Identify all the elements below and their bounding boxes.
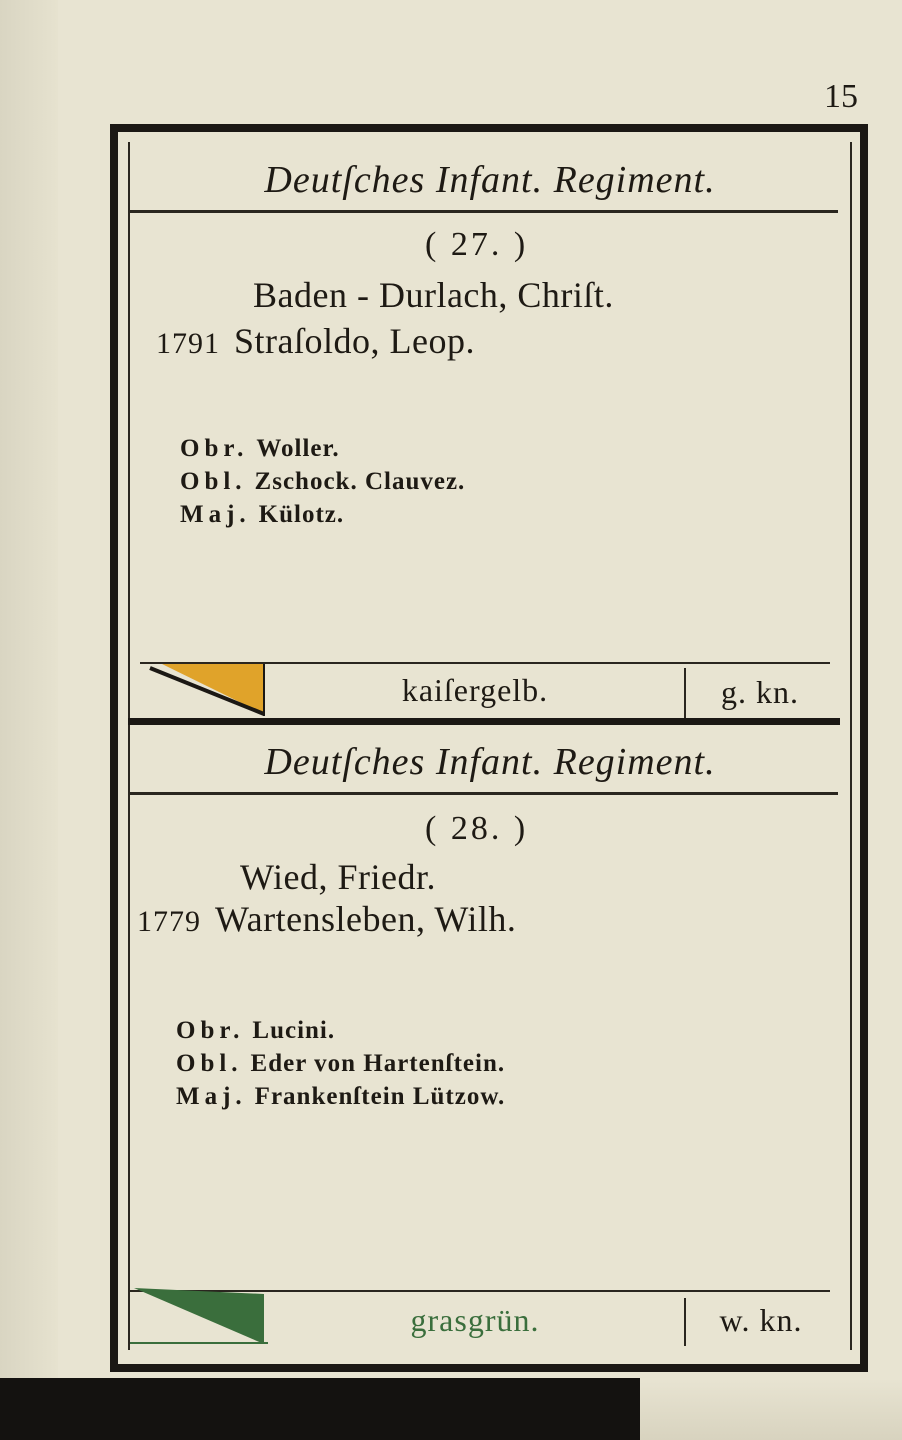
owner-name [253,274,614,316]
regiment-number: ( 28. ) [425,810,529,847]
regiment-header: Deutſches Infant. Regiment. [264,741,716,783]
facing-swatch [140,664,268,716]
officer-row [180,432,465,465]
officer-row [176,1047,505,1080]
regiment-header: Deutſches Infant. Regiment. [264,159,716,201]
page-gutter [0,0,58,1440]
section-divider [128,718,840,725]
officer-list [176,1014,505,1113]
officer-row [180,465,465,498]
facing-color-name: kaiſergelb. [401,672,549,708]
scan-edge-shadow [0,1378,640,1440]
colonel-name-text: Straſoldo, Leop. [234,321,475,361]
header-rule [128,792,838,795]
button-type: g. kn. [721,674,799,710]
column-separator [684,1298,686,1346]
rank-label: Obr. [176,1017,245,1044]
column-separator [684,668,686,718]
rank-label: Obr. [180,435,249,462]
officer-row [176,1080,505,1113]
officer-row [176,1014,505,1047]
regiment-number: ( 27. ) [425,226,529,263]
owner-name [240,856,436,898]
header-rule [128,210,838,213]
facing-swatch-fill [134,1288,264,1344]
facing-color-name: grasgrün. [410,1302,540,1338]
page-number: 15 [824,78,858,115]
swatch-underline [130,1342,268,1344]
facing-swatch [130,1286,270,1346]
appointment-year: 1779 [137,905,201,938]
rank-label: Obl. [176,1050,243,1077]
colonel-name [137,898,516,940]
rank-label: Maj. [180,501,251,528]
rank-label: Maj. [176,1083,247,1110]
officer-names: Frankenſtein Lützow. [254,1083,506,1110]
appointment-year: 1791 [156,327,220,360]
officer-names: Woller. [256,435,340,462]
rank-label: Obl. [180,468,247,495]
owner-name-text: Baden - Durlach, Chriſt. [253,275,614,315]
officer-names: Eder von Hartenſtein. [250,1050,506,1077]
colonel-name-text: Wartensleben, Wilh. [215,899,517,939]
officer-list [180,432,465,531]
officer-names: Zschock. Clauvez. [254,468,466,495]
colonel-name [156,320,475,362]
button-type: w. kn. [719,1302,803,1338]
officer-row [180,498,465,531]
officer-names: Lucini. [252,1017,336,1044]
officer-names: Külotz. [258,501,345,528]
scan-edge-fade [640,1378,902,1440]
owner-name-text: Wied, Friedr. [240,857,437,897]
